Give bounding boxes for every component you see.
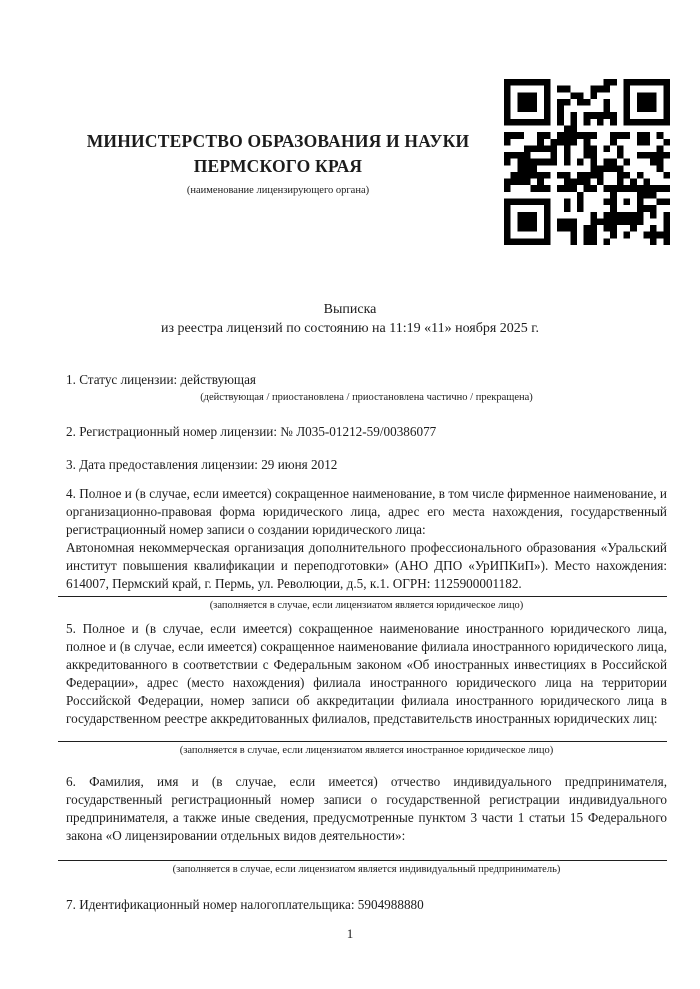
ministry-name-caption: (наименование лицензирующего органа) bbox=[186, 185, 370, 196]
item-foreign-entity bbox=[66, 620, 667, 757]
document-title-line2: из реестра лицензий по состоянию на 11:19 «11» ноября 2025 г. bbox=[161, 321, 539, 336]
document-title-line1: Выписка bbox=[323, 302, 377, 317]
item-entrepreneur bbox=[66, 773, 667, 876]
license-status-text: 1. Статус лицензии: действующая bbox=[66, 372, 257, 387]
license-date-text: 3. Дата предоставления лицензии: 29 июня 2012 bbox=[66, 457, 338, 472]
license-status-caption: (действующая / приостановлена / приостановлена частично / прекращена) bbox=[200, 392, 533, 403]
item-license-status bbox=[66, 371, 667, 404]
fill-in-line bbox=[58, 741, 667, 742]
fill-in-line bbox=[58, 596, 667, 597]
registration-number-text: 2. Регистрационный номер лицензии: № Л035-01212-59/00386077 bbox=[66, 424, 437, 439]
legal-entity-caption: (заполняется в случае, если лицензиатом является юридическое лицо) bbox=[209, 600, 524, 611]
fill-in-line bbox=[58, 860, 667, 861]
item-registration-number bbox=[66, 423, 667, 441]
document-title bbox=[50, 300, 650, 338]
qr-code-icon bbox=[504, 79, 670, 245]
foreign-entity-label: 5. Полное и (в случае, если имеется) сокращенное наименование иностранного юридического лица, полное и (в случае, если имеется) сокращенное наименование филиала иностранного юридического лица, аккредитованного в соответствии с Федеральным законом «Об иностранных инвестициях в Российской Федерации», адрес (место нахождения) филиала иностранного юридического лица на территории Российской Федерации, номер записи об аккредитации филиала иностранного юридического лица в государственном реестре аккредитованных филиалов, представительств иностранных юридических лиц: bbox=[66, 621, 667, 726]
licensing-authority-header bbox=[60, 129, 496, 197]
entrepreneur-caption: (заполняется в случае, если лицензиатом является индивидуальный предприниматель) bbox=[172, 864, 561, 875]
page-number: 1 bbox=[346, 926, 354, 941]
item-license-date bbox=[66, 456, 667, 474]
entrepreneur-label: 6. Фамилия, имя и (в случае, если имеется) отчество индивидуального предпринимателя, государственный регистрационный номер записи о государственной регистрации индивидуального предпринимателя, а также иные сведения, предусмотренные пунктом 3 части 1 статьи 15 Федерального закона «О лицензировании отдельных видов деятельности»: bbox=[66, 774, 667, 843]
taxpayer-id-text: 7. Идентификационный номер налогоплательщика: 5904988880 bbox=[66, 897, 424, 912]
ministry-name-line2: ПЕРМСКОГО КРАЯ bbox=[193, 156, 363, 176]
ministry-name-line1: МИНИСТЕРСТВО ОБРАЗОВАНИЯ И НАУКИ bbox=[86, 131, 470, 151]
legal-entity-label: 4. Полное и (в случае, если имеется) сокращенное наименование, в том числе фирменное наименование, и организационно-правовая форма юридического лица, адрес его места нахождения, государственный регистрационный номер записи о создании юридического лица: bbox=[66, 486, 667, 537]
legal-entity-value: Автономная некоммерческая организация дополнительного профессионального образования «Уральский институт повышения квалификации и переподготовки» (АНО ДПО «УрИПКиП»). Место нахождения: 614007, Пермский край, г. Пермь, ул. Революции, д.5, к.1. ОГРН: 1125900001182. bbox=[66, 540, 667, 591]
foreign-entity-caption: (заполняется в случае, если лицензиатом является иностранное юридическое лицо) bbox=[179, 745, 554, 756]
item-taxpayer-id bbox=[66, 896, 667, 914]
item-legal-entity bbox=[66, 485, 667, 612]
